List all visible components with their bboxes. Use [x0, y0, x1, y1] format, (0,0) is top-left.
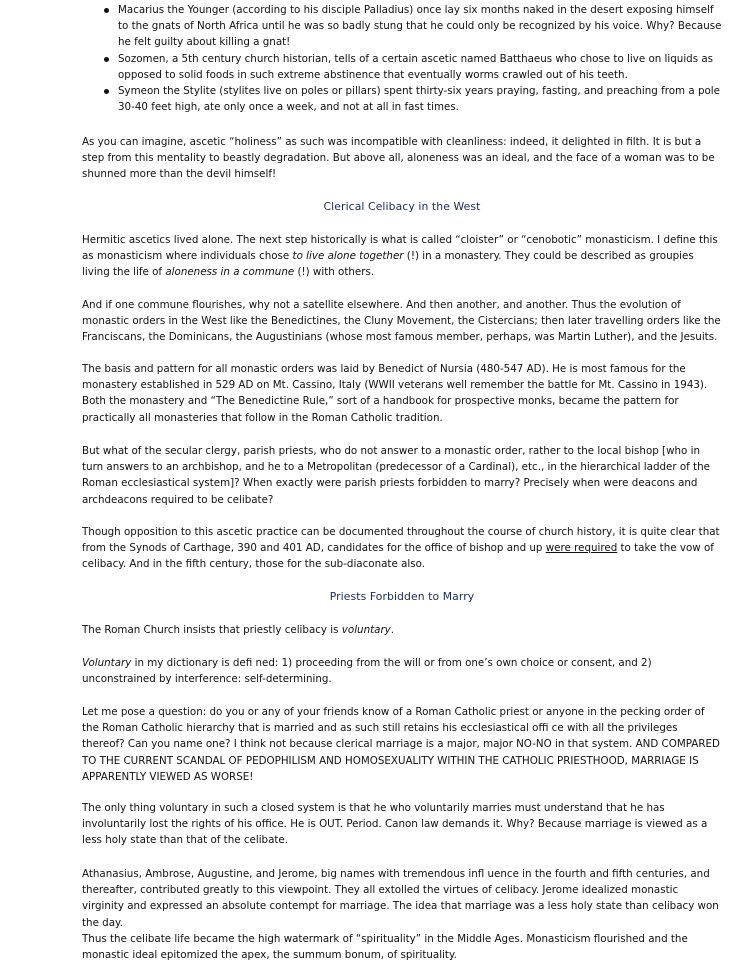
list-item-sozomen: Sozomen, a 5th century church historian, tells of a certain ascetic named Batthaeus who chose to live on liquids as opposed to solid foods in such extreme abstinence that eventually worms crawled out of his teeth. [82, 51, 722, 83]
paragraph-insists: The Roman Church insists that priestly celibacy is voluntary. [82, 624, 395, 636]
bullet-dot-icon [104, 57, 109, 62]
bullet-dot-icon [104, 89, 109, 94]
paragraph-watermark: Thus the celibate life became the high watermark of “spirituality” in the Middle Ages. Monasticism flourished and the monastic ideal epitomized the apex, the summum bonum, of spirituality. [82, 933, 688, 962]
list-item-macarius: Macarius the Younger (according to his disciple Palladius) once lay six months naked in the desert exposing himself to the gnats of North Africa until he was so badly stung that he could only be recognized by his voice. Why? Because he felt guilty about killing a gnat! [82, 2, 722, 51]
paragraph-athanasius: Athanasius, Ambrose, Augustine, and Jerome, big names with tremendous infl uence in the fourth and fifth centuries, and thereafter, contributed greatly to this viewpoint. They all extolled the virtues of celibacy. Jerome idealized monastic virginity and expressed an absolute contempt for marriage. The idea that marriage was a less holy state than celibacy won the day. [82, 868, 719, 929]
paragraph-hermitic: Hermitic ascetics lived alone. The next step historically is what is called “cloister” or “cenobotic” monasticism. I define this as monasticism where individuals chose to live alone together (!) in a monastery. They could be described as groupies living the life of aloneness in a commune (!) with others. [82, 234, 718, 279]
heading-priests-forbidden: Priests Forbidden to Marry [329, 590, 475, 603]
heading-clerical-celibacy: Clerical Celibacy in the West [323, 200, 481, 213]
paragraph-secular-clergy: But what of the secular clergy, parish priests, who do not answer to a monastic order, rather to the local bishop [who in turn answers to an archbishop, and he to a Metropolitan (predecessor of a Cardinal), etc., in the hierarchical ladder of the Roman ecclesiastical system]? When exactly were parish priests forbidden to marry? Precisely when were deacons and archdeacons required to be celibate? [82, 445, 710, 506]
paragraph-question: Let me pose a question: do you or any of your friends know of a Roman Catholic priest or anyone in the pecking order of the Roman Catholic hierarchy that is married and as such still retains his ecclesiastical offi ce with all the privileges thereof? Can you name one? I think not because clerical marriage is a major, major NO-NO in that system. AND COMPARED TO THE CURRENT SCANDAL OF PEDOPHILISM AND HOMOSEXUALITY WITHIN THE CATHOLIC PRIESTHOOD, MARRIAGE IS APPARENTLY VIEWED AS WORSE! [82, 706, 720, 783]
paragraph-holiness: As you can imagine, ascetic “holiness” as such was incompatible with cleanliness: indeed, it delighted in filth. It is but a step from this mentality to beastly degradation. But above all, aloneness was an ideal, and the face of a woman was to be shunned more than the devil himself! [82, 136, 715, 181]
paragraph-commune: And if one commune flourishes, why not a satellite elsewhere. And then another, and another. Thus the evolution of monastic orders in the West like the Benedictines, the Cluny Movement, the Cistercians; then later travelling orders like the Franciscans, the Dominicans, the Augustinians (whose most famous member, perhaps, was Martin Luther), and the Jesuits. [82, 299, 721, 344]
paragraph-basis: The basis and pattern for all monastic orders was laid by Benedict of Nursia (480-547 AD). He is most famous for the monastery established in 529 AD on Mt. Cassino, Italy (WWII veterans well remember the battle for Mt. Cassino in 1943). Both the monastery and “The Benedictine Rule,” sort of a handbook for prospective monks, became the pattern for practically all monasteries that follow in the Roman Catholic tradition. [82, 363, 708, 424]
list-item-symeon: Symeon the Stylite (stylites live on poles or pillars) spent thirty-six years praying, fasting, and preaching from a pole 30-40 feet high, ate only once a week, and not at all in fast times. [82, 83, 722, 115]
bullet-dot-icon [104, 8, 109, 13]
paragraph-voluntary-definition: Voluntary in my dictionary is defi ned: 1) proceeding from the will or from one’s own choice or consent, and 2) unconstrained by interference: self-determining. [82, 657, 652, 686]
paragraph-closed-system: The only thing voluntary in such a closed system is that he who voluntarily marries must understand that he has involuntarily lost the rights of his office. He is OUT. Period. Canon law demands it. Why? Because marriage is viewed as a less holy state than that of the celibate. [82, 802, 708, 847]
ascetic-examples-list [82, 2, 722, 115]
paragraph-opposition: Though opposition to this ascetic practice can be documented throughout the course of church history, it is quite clear that from the Synods of Carthage, 390 and 401 AD, candidates for the office of bishop and up were required to take the vow of celibacy. And in the fifth century, those for the sub-diaconate also. [82, 526, 720, 571]
